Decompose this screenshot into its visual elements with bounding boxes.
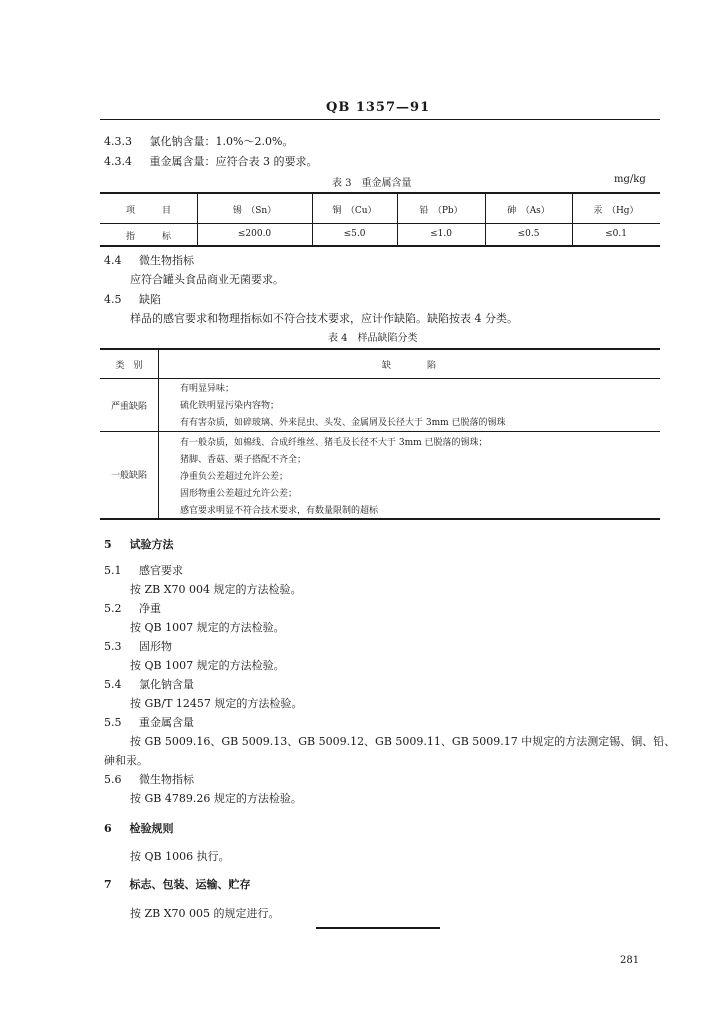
section-4-5-heading: [104, 291, 161, 307]
section-5-5-body-line1: 按 GB 5009.16、GB 5009.13、GB 5009.12、GB 5009.11、GB 5009.17 中规定的方法测定锡、铜、铅、: [130, 735, 676, 748]
table4-top-rule: [100, 348, 660, 350]
section-number: 5.2: [104, 602, 122, 615]
table4-defect-item: 硫化铁明显污染内容物；: [180, 401, 280, 411]
header-rule: [100, 119, 660, 120]
table3-cell: ≤5.0: [343, 229, 366, 239]
table3-cell: 指 标: [125, 232, 171, 242]
section-title: 缺陷: [139, 293, 161, 306]
section-5-4-body: 按 GB/T 12457 规定的方法检验。: [130, 697, 303, 710]
table3-cell: ≤0.1: [605, 229, 627, 239]
section-number: 5.6: [104, 773, 122, 786]
section-number: 4.4: [104, 254, 122, 267]
section-5-4-heading: [104, 676, 194, 692]
table4-defect-item: 有有害杂质，如碎玻璃、外来昆虫、头发、金属屑及长径大于 3mm 已脱落的锡珠: [180, 418, 506, 428]
table4-group-rule: [100, 431, 660, 432]
table3-cell: ≤200.0: [237, 229, 272, 239]
section-5-2-heading: [104, 600, 161, 616]
table4-defect-item: 感官要求明显不符合技术要求，有数量限制的超标: [180, 506, 379, 516]
section-number: 5.1: [104, 564, 122, 577]
table4-header-category: 类 别: [115, 361, 143, 371]
section-5-5-body-line2: 砷和汞。: [104, 754, 148, 767]
table3-header-cell: 铜 （Cu）: [332, 206, 377, 216]
section-6-heading: [104, 820, 174, 836]
section-title: 重金属含量: [139, 716, 194, 729]
table4-col-divider: [158, 349, 159, 519]
table3-cell: ≤0.5: [517, 229, 540, 239]
table3-unit: mg/kg: [614, 174, 646, 185]
table4-header-defect: 缺 陷: [381, 361, 436, 371]
table3-header-cell: 锡 （Sn）: [232, 206, 277, 216]
section-4-5-body: 样品的感官要求和物理指标如不符合技术要求，应计作缺陷。缺陷按表 4 分类。: [130, 312, 518, 325]
table4-header-rule: [100, 378, 660, 379]
table4-defect-item: 有明显异味；: [180, 384, 235, 394]
section-number: 5.5: [104, 716, 122, 729]
table3-bottom-rule: [100, 245, 660, 247]
table4-defect-item: 净重负公差超过允许公差；: [180, 472, 289, 482]
section-4-4-heading: [104, 252, 194, 268]
table3-header-cell: 汞 （Hg）: [593, 206, 639, 216]
section-5-1-heading: [104, 562, 183, 578]
clause-number: 4.3.4: [104, 155, 132, 168]
section-title: 微生物指标: [139, 254, 194, 267]
section-5-heading: [104, 536, 174, 552]
table3-top-rule: [100, 192, 660, 194]
section-number: 7: [104, 878, 112, 891]
section-number: 5.4: [104, 678, 122, 691]
section-5-6-body: 按 GB 4789.26 规定的方法检验。: [130, 792, 302, 805]
section-5-1-body: 按 ZB X70 004 规定的方法检验。: [130, 583, 302, 596]
table4-bottom-rule: [100, 518, 660, 520]
table3-cell: ≤1.0: [430, 229, 452, 239]
table3-header-cell: 砷 （As）: [507, 206, 550, 216]
section-4-4-body: 应符合罐头食品商业无菌要求。: [130, 273, 284, 286]
section-title: 净重: [139, 602, 161, 615]
section-title: 标志、包装、运输、贮存: [129, 878, 251, 891]
table4-defect-item: 猪脚、香菇、栗子搭配不齐全；: [180, 455, 307, 465]
section-title: 氯化钠含量: [139, 678, 194, 691]
standard-code: QB 1357—91: [326, 100, 431, 115]
section-5-3-heading: [104, 638, 172, 654]
section-5-5-heading: [104, 714, 194, 730]
section-6-body: 按 QB 1006 执行。: [130, 850, 230, 863]
clause-text: 重金属含量：应符合表 3 的要求。: [149, 155, 318, 168]
table3-header-cell: 项 目: [125, 206, 171, 216]
table4-category-general: 一般缺陷: [110, 471, 147, 481]
clause-4-3-4: [104, 153, 318, 169]
clause-4-3-3: [104, 133, 293, 149]
section-number: 4.5: [104, 293, 122, 306]
section-title: 试验方法: [129, 538, 174, 551]
table3-title: 表 3 重金属含量: [332, 178, 412, 189]
section-5-6-heading: [104, 771, 194, 787]
table4-defect-item: 有一般杂质，如棉线、合成纤维丝、猪毛及长径不大于 3mm 已脱落的锡珠；: [180, 438, 488, 448]
section-5-2-body: 按 QB 1007 规定的方法检验。: [130, 621, 285, 634]
clause-number: 4.3.3: [104, 135, 132, 148]
section-5-3-body: 按 QB 1007 规定的方法检验。: [130, 659, 285, 672]
section-7-heading: [104, 876, 251, 892]
table3-header-cell: 铅 （Pb）: [419, 206, 463, 216]
table4-title: 表 4 样品缺陷分类: [328, 333, 418, 344]
section-number: 5: [104, 538, 112, 551]
section-7-body: 按 ZB X70 005 的规定进行。: [130, 907, 280, 920]
section-title: 感官要求: [139, 564, 183, 577]
clause-text: 氯化钠含量：1.0%～2.0%。: [149, 135, 294, 148]
table3-row-rule: [100, 223, 660, 224]
end-rule: [316, 927, 440, 929]
section-number: 5.3: [104, 640, 122, 653]
section-number: 6: [104, 822, 112, 835]
section-title: 检验规则: [129, 822, 174, 835]
table4-category-serious: 严重缺陷: [110, 402, 147, 412]
section-title: 微生物指标: [139, 773, 194, 786]
section-title: 固形物: [139, 640, 172, 653]
page-number: 281: [620, 955, 640, 966]
table4-defect-item: 固形物重公差超过允许公差；: [180, 489, 298, 499]
